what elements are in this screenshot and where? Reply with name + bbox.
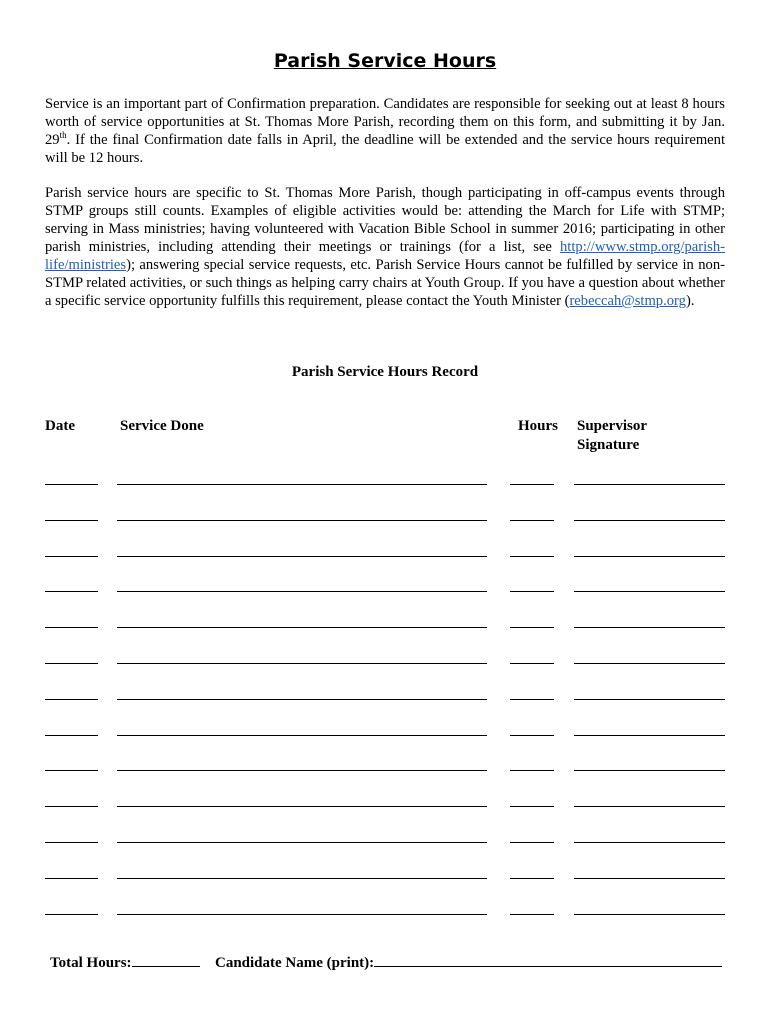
service-blank[interactable]: [117, 770, 487, 771]
service-blank[interactable]: [117, 842, 487, 843]
intro-superscript: th: [59, 130, 67, 141]
intro-text-b: . If the final Confirmation date falls in April, the deadline will be extended and the service hours requirement will be 12 hours.: [45, 132, 725, 166]
service-blank[interactable]: [117, 878, 487, 879]
hours-blank[interactable]: [510, 627, 554, 628]
email-link[interactable]: rebeccah@stmp.org: [569, 293, 686, 309]
hours-blank[interactable]: [510, 663, 554, 664]
date-blank[interactable]: [45, 699, 98, 700]
supervisor-signature-blank[interactable]: [574, 556, 725, 557]
column-header-service: Service Done: [120, 418, 204, 434]
column-header-date: Date: [45, 418, 75, 434]
supervisor-label-line2: Signature: [577, 437, 640, 453]
date-blank[interactable]: [45, 627, 98, 628]
record-row: [0, 484, 770, 486]
record-row: [0, 842, 770, 844]
service-blank[interactable]: [117, 699, 487, 700]
hours-blank[interactable]: [510, 914, 554, 915]
record-row: [0, 914, 770, 916]
supervisor-signature-blank[interactable]: [574, 484, 725, 485]
record-title: Parish Service Hours Record: [291, 364, 479, 380]
page-title: Parish Service Hours: [273, 50, 497, 72]
date-blank[interactable]: [45, 878, 98, 879]
service-blank[interactable]: [117, 627, 487, 628]
hours-blank[interactable]: [510, 806, 554, 807]
hours-blank[interactable]: [510, 699, 554, 700]
date-blank[interactable]: [45, 484, 98, 485]
record-row: [0, 520, 770, 522]
supervisor-label-line1: Supervisor: [577, 418, 648, 434]
date-blank[interactable]: [45, 663, 98, 664]
hours-blank[interactable]: [510, 556, 554, 557]
supervisor-signature-blank[interactable]: [574, 520, 725, 521]
intro-text-a: Service is an important part of Confirmation preparation. Candidates are responsible for seeking out at least 8 hours worth of service opportunities at St. Thomas More Parish, recording them on this form, and submitting it by Jan. 29: [45, 96, 725, 148]
supervisor-signature-blank[interactable]: [574, 878, 725, 879]
date-blank[interactable]: [45, 806, 98, 807]
date-blank[interactable]: [45, 735, 98, 736]
supervisor-signature-blank[interactable]: [574, 591, 725, 592]
date-blank[interactable]: [45, 591, 98, 592]
total-hours-field: [50, 952, 200, 973]
supervisor-signature-blank[interactable]: [574, 663, 725, 664]
hours-blank[interactable]: [510, 520, 554, 521]
supervisor-signature-blank[interactable]: [574, 735, 725, 736]
hours-blank[interactable]: [510, 770, 554, 771]
record-row: [0, 770, 770, 772]
record-row: [0, 735, 770, 737]
service-blank[interactable]: [117, 806, 487, 807]
hours-blank[interactable]: [510, 484, 554, 485]
date-blank[interactable]: [45, 770, 98, 771]
candidate-name-label: Candidate Name (print):: [215, 955, 375, 971]
candidate-name-blank[interactable]: [374, 952, 722, 967]
supervisor-signature-blank[interactable]: [574, 699, 725, 700]
hours-blank[interactable]: [510, 842, 554, 843]
total-hours-blank[interactable]: [132, 952, 200, 967]
record-row: [0, 556, 770, 558]
record-row: [0, 878, 770, 880]
record-row: [0, 627, 770, 629]
column-header-hours: Hours: [518, 418, 559, 434]
hours-blank[interactable]: [510, 735, 554, 736]
hours-blank[interactable]: [510, 878, 554, 879]
service-blank[interactable]: [117, 663, 487, 664]
record-row: [0, 663, 770, 665]
eligibility-text-a: Parish service hours are specific to St. Thomas More Parish, though participating in off-campus events through STMP groups still counts. Examples of eligible activities would be: attending the March for Life with STMP; serving in Mass ministries; having volunteered with Vacation Bible School in summer 2016; participating in other parish ministries, including attending their meetings or trainings (for a list, see: [45, 185, 725, 255]
date-blank[interactable]: [45, 842, 98, 843]
hours-blank[interactable]: [510, 591, 554, 592]
total-hours-label: Total Hours:: [50, 955, 132, 971]
record-row: [0, 699, 770, 701]
eligibility-text-b: ); answering special service requests, etc. Parish Service Hours cannot be fulfilled by service in non-STMP related activities, or such things as helping carry chairs at Youth Group. If you have a question about whether a specific service opportunity fulfills this requirement, please contact the Youth Minister (: [45, 257, 725, 309]
date-blank[interactable]: [45, 914, 98, 915]
supervisor-signature-blank[interactable]: [574, 627, 725, 628]
service-blank[interactable]: [117, 914, 487, 915]
candidate-name-field: [215, 952, 722, 973]
service-blank[interactable]: [117, 591, 487, 592]
supervisor-signature-blank[interactable]: [574, 770, 725, 771]
record-row: [0, 591, 770, 593]
record-row: [0, 806, 770, 808]
eligibility-text-c: ).: [685, 293, 695, 309]
supervisor-signature-blank[interactable]: [574, 914, 725, 915]
service-blank[interactable]: [117, 520, 487, 521]
supervisor-signature-blank[interactable]: [574, 842, 725, 843]
service-blank[interactable]: [117, 735, 487, 736]
supervisor-signature-blank[interactable]: [574, 806, 725, 807]
ministries-link[interactable]: http://www.stmp.org/parish-life/ministries: [45, 239, 725, 273]
service-blank[interactable]: [117, 484, 487, 485]
date-blank[interactable]: [45, 520, 98, 521]
date-blank[interactable]: [45, 556, 98, 557]
service-blank[interactable]: [117, 556, 487, 557]
